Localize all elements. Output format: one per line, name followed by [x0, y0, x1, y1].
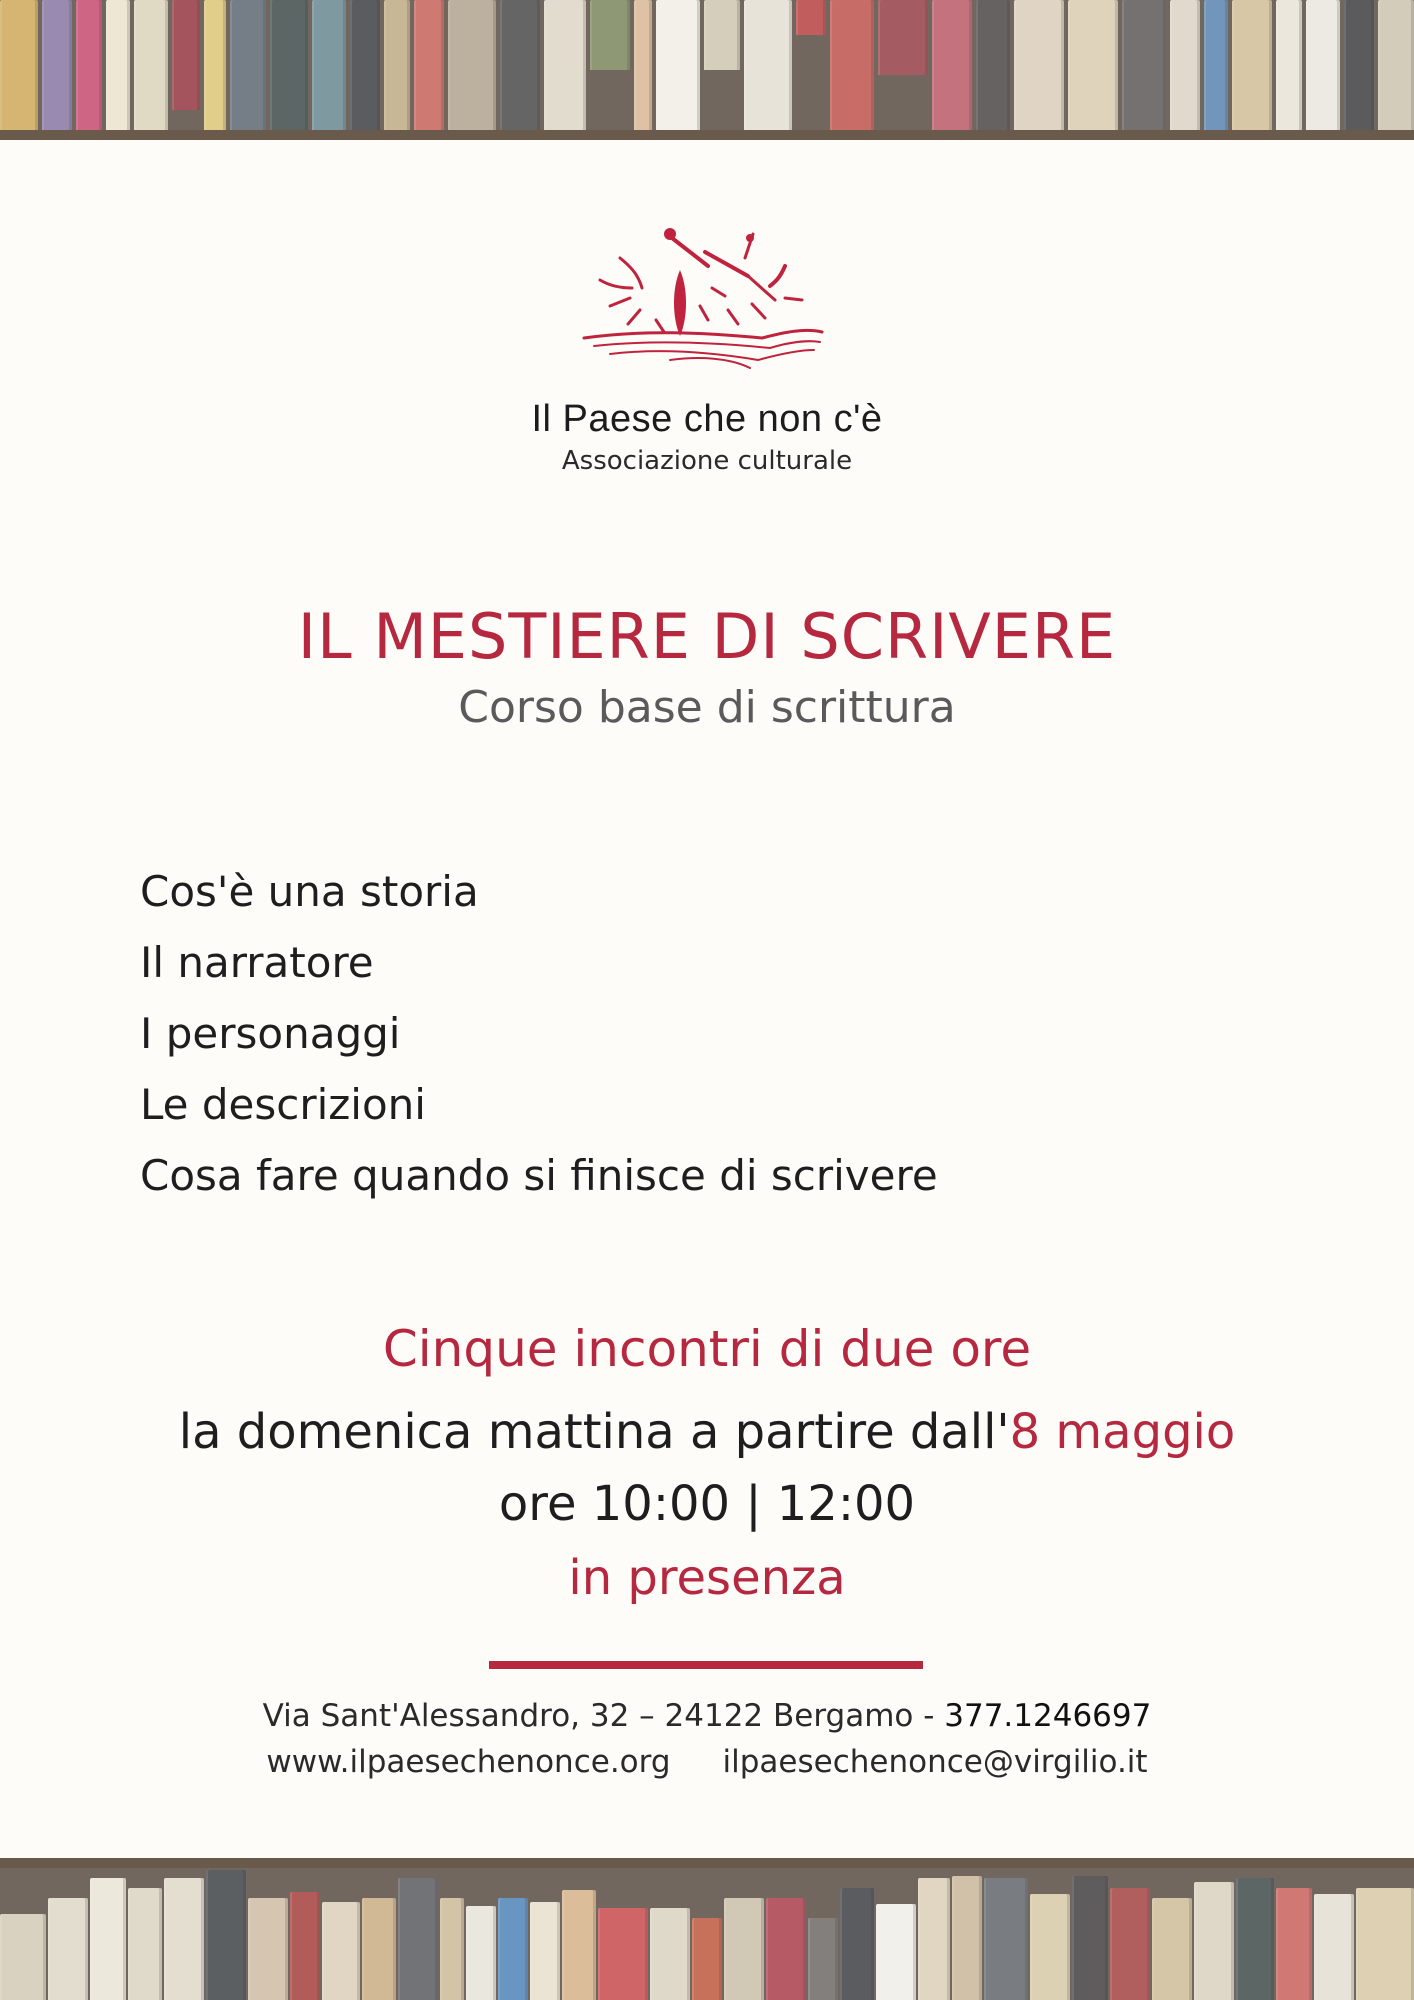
course-title: IL MESTIERE DI SCRIVERE — [297, 600, 1117, 673]
organization-name: Il Paese che non c'è — [531, 398, 883, 440]
schedule-mode: in presenza — [568, 1550, 846, 1606]
contact-website: www.ilpaesechenonce.org — [266, 1744, 671, 1780]
topic-item: Cosa fare quando si finisce di scrivere — [140, 1151, 938, 1200]
contact-address-line — [0, 1698, 1414, 1734]
bookshelf-bottom-image — [0, 1858, 1414, 2000]
organization-subtitle: Associazione culturale — [561, 446, 853, 476]
contact-phone: 377.1246697 — [944, 1698, 1152, 1734]
topic-list — [140, 856, 938, 1211]
topic-item: Il narratore — [140, 938, 374, 987]
topic-item: Cos'è una storia — [140, 867, 479, 916]
divider-line — [489, 1661, 923, 1669]
topic-item: Le descrizioni — [140, 1080, 426, 1129]
course-subtitle: Corso base di scrittura — [458, 682, 956, 733]
contact-address: Via Sant'Alessandro, 32 – 24122 Bergamo - — [262, 1698, 945, 1734]
contact-email: ilpaesechenonce@virgilio.it — [722, 1744, 1148, 1780]
schedule-day-prefix: la domenica mattina a partire dall' — [178, 1404, 1010, 1460]
schedule-day-line — [0, 1404, 1414, 1460]
topic-item: I personaggi — [140, 1009, 401, 1058]
contact-web-line — [0, 1744, 1414, 1780]
association-logo-icon — [580, 228, 830, 378]
schedule-start-date: 8 maggio — [1009, 1404, 1236, 1460]
schedule-time: ore 10:00 | 12:00 — [498, 1476, 916, 1532]
schedule-headline: Cinque incontri di due ore — [382, 1320, 1032, 1378]
bookshelf-top-image — [0, 0, 1414, 140]
